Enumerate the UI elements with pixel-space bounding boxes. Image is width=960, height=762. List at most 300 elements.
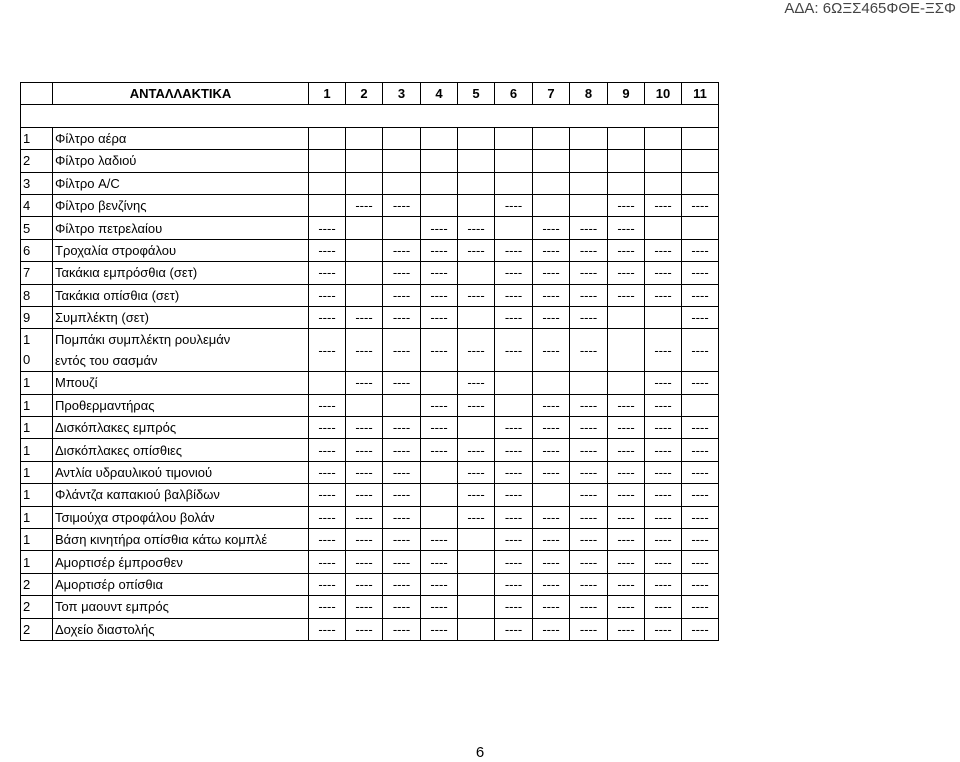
table-row: [21, 262, 719, 284]
mark-cell: [533, 372, 570, 394]
column-header: 9: [608, 83, 645, 105]
part-name-line: Πομπάκι συμπλέκτη ρουλεμάν: [55, 332, 231, 348]
table-row: [21, 172, 719, 194]
mark-cell: [682, 394, 719, 416]
mark-cell: ----: [383, 194, 421, 216]
row-number: 5: [21, 217, 53, 239]
mark-cell: ----: [533, 306, 570, 328]
row-number: 1: [21, 439, 53, 461]
mark-cell: [309, 194, 346, 216]
mark-cell: [421, 172, 458, 194]
part-name: Δισκόπλακες εμπρός: [53, 417, 309, 439]
mark-cell: ----: [533, 417, 570, 439]
mark-cell: ----: [495, 306, 533, 328]
mark-cell: ----: [495, 506, 533, 528]
part-name: Βάση κινητήρα οπίσθια κάτω κομπλέ: [53, 529, 309, 551]
mark-cell: ----: [682, 573, 719, 595]
mark-cell: ----: [495, 262, 533, 284]
mark-cell: ----: [570, 284, 608, 306]
mark-cell: ----: [309, 439, 346, 461]
mark-cell: ----: [645, 551, 682, 573]
mark-cell: ----: [346, 551, 383, 573]
mark-cell: ----: [309, 417, 346, 439]
row-number-line: 0: [23, 352, 31, 368]
mark-cell: ----: [309, 284, 346, 306]
mark-cell: ----: [383, 551, 421, 573]
mark-cell: [608, 172, 645, 194]
mark-cell: ----: [346, 573, 383, 595]
table-row: [21, 394, 719, 416]
mark-cell: ----: [346, 306, 383, 328]
mark-cell: [421, 372, 458, 394]
mark-cell: ----: [570, 439, 608, 461]
mark-cell: [458, 262, 495, 284]
row-number: 1: [21, 529, 53, 551]
mark-cell: ----: [383, 506, 421, 528]
mark-cell: ----: [421, 394, 458, 416]
mark-cell: ----: [495, 284, 533, 306]
row-number: 8: [21, 284, 53, 306]
table-row: [21, 306, 719, 328]
mark-cell: [421, 150, 458, 172]
mark-cell: [421, 484, 458, 506]
column-header: 3: [383, 83, 421, 105]
mark-cell: ----: [421, 306, 458, 328]
mark-cell: ----: [608, 573, 645, 595]
mark-cell: ----: [570, 417, 608, 439]
mark-cell: ----: [383, 239, 421, 261]
table-row: [21, 194, 719, 216]
mark-cell: ----: [570, 239, 608, 261]
row-number: 1: [21, 372, 53, 394]
mark-cell: ----: [645, 573, 682, 595]
mark-cell: ----: [533, 573, 570, 595]
table-row: [21, 329, 719, 372]
part-name: Τοπ μαουντ εμπρός: [53, 596, 309, 618]
mark-cell: ----: [570, 262, 608, 284]
spacer-cell: [21, 105, 719, 127]
mark-cell: ----: [495, 551, 533, 573]
mark-cell: ----: [495, 596, 533, 618]
spacer-row: [21, 105, 719, 127]
mark-cell: ----: [346, 417, 383, 439]
mark-cell: ----: [533, 439, 570, 461]
mark-cell: ----: [309, 461, 346, 483]
mark-cell: [383, 150, 421, 172]
mark-cell: [458, 172, 495, 194]
mark-cell: [458, 127, 495, 149]
mark-cell: ----: [495, 239, 533, 261]
mark-cell: [346, 217, 383, 239]
mark-cell: [570, 194, 608, 216]
mark-cell: ----: [570, 506, 608, 528]
mark-cell: ----: [495, 484, 533, 506]
table-row: [21, 439, 719, 461]
table-row: [21, 551, 719, 573]
part-name: Φίλτρο αέρα: [53, 127, 309, 149]
mark-cell: ----: [346, 194, 383, 216]
part-name: Φλάντζα καπακιού βαλβίδων: [53, 484, 309, 506]
table-title: ΑΝΤΑΛΛΑΚΤΙΚΑ: [53, 83, 309, 105]
mark-cell: ----: [645, 484, 682, 506]
mark-cell: [608, 372, 645, 394]
mark-cell: ----: [458, 217, 495, 239]
mark-cell: ----: [645, 284, 682, 306]
mark-cell: ----: [533, 239, 570, 261]
mark-cell: ----: [421, 439, 458, 461]
mark-cell: [309, 150, 346, 172]
row-number: 1: [21, 484, 53, 506]
spare-parts-table: [20, 82, 719, 641]
part-name: Φίλτρο A/C: [53, 172, 309, 194]
row-number: [21, 329, 53, 372]
mark-cell: ----: [458, 439, 495, 461]
column-header: 6: [495, 83, 533, 105]
mark-cell: ----: [533, 461, 570, 483]
mark-cell: ----: [346, 506, 383, 528]
table-row: [21, 239, 719, 261]
mark-cell: [645, 217, 682, 239]
row-number: 2: [21, 618, 53, 640]
mark-cell: ----: [495, 329, 533, 372]
mark-cell: ----: [682, 461, 719, 483]
table-row: [21, 150, 719, 172]
mark-cell: ----: [346, 596, 383, 618]
mark-cell: [533, 484, 570, 506]
mark-cell: ----: [346, 484, 383, 506]
mark-cell: [645, 150, 682, 172]
mark-cell: [533, 127, 570, 149]
row-number: 9: [21, 306, 53, 328]
mark-cell: ----: [570, 329, 608, 372]
mark-cell: [495, 394, 533, 416]
row-number: 3: [21, 172, 53, 194]
mark-cell: ----: [682, 372, 719, 394]
mark-cell: ----: [383, 372, 421, 394]
mark-cell: ----: [608, 284, 645, 306]
row-number: 6: [21, 239, 53, 261]
mark-cell: ----: [383, 529, 421, 551]
mark-cell: ----: [682, 262, 719, 284]
mark-cell: [682, 172, 719, 194]
mark-cell: ----: [309, 239, 346, 261]
mark-cell: ----: [570, 484, 608, 506]
mark-cell: ----: [645, 372, 682, 394]
mark-cell: ----: [346, 618, 383, 640]
mark-cell: ----: [682, 194, 719, 216]
part-name-line: εντός του σασμάν: [55, 353, 158, 369]
mark-cell: [421, 194, 458, 216]
part-name: Προθερμαντήρας: [53, 394, 309, 416]
row-number: 2: [21, 150, 53, 172]
mark-cell: ----: [495, 194, 533, 216]
part-name: Δισκόπλακες οπίσθιες: [53, 439, 309, 461]
mark-cell: ----: [682, 239, 719, 261]
mark-cell: ----: [570, 217, 608, 239]
column-header: 1: [309, 83, 346, 105]
mark-cell: ----: [421, 529, 458, 551]
mark-cell: ----: [421, 239, 458, 261]
mark-cell: ----: [383, 306, 421, 328]
mark-cell: [458, 529, 495, 551]
mark-cell: ----: [645, 596, 682, 618]
column-header: 10: [645, 83, 682, 105]
table-row: [21, 417, 719, 439]
mark-cell: ----: [309, 596, 346, 618]
row-number: 1: [21, 551, 53, 573]
mark-cell: [495, 127, 533, 149]
mark-cell: [383, 217, 421, 239]
mark-cell: ----: [645, 239, 682, 261]
column-header: 8: [570, 83, 608, 105]
mark-cell: ----: [421, 573, 458, 595]
mark-cell: ----: [458, 239, 495, 261]
part-name: Φίλτρο βενζίνης: [53, 194, 309, 216]
mark-cell: [570, 172, 608, 194]
mark-cell: ----: [682, 618, 719, 640]
mark-cell: [458, 573, 495, 595]
mark-cell: [458, 596, 495, 618]
mark-cell: ----: [533, 618, 570, 640]
mark-cell: [570, 372, 608, 394]
mark-cell: ----: [682, 284, 719, 306]
mark-cell: [495, 217, 533, 239]
mark-cell: [533, 150, 570, 172]
mark-cell: [533, 172, 570, 194]
mark-cell: ----: [458, 372, 495, 394]
table-row: [21, 372, 719, 394]
table-row: [21, 618, 719, 640]
mark-cell: ----: [309, 618, 346, 640]
mark-cell: [421, 127, 458, 149]
mark-cell: ----: [383, 439, 421, 461]
mark-cell: ----: [495, 529, 533, 551]
part-name: Φίλτρο λαδιού: [53, 150, 309, 172]
mark-cell: ----: [608, 194, 645, 216]
mark-cell: [309, 127, 346, 149]
mark-cell: [346, 284, 383, 306]
mark-cell: ----: [383, 596, 421, 618]
mark-cell: ----: [645, 529, 682, 551]
mark-cell: [458, 306, 495, 328]
mark-cell: [458, 551, 495, 573]
mark-cell: [383, 394, 421, 416]
mark-cell: ----: [645, 394, 682, 416]
mark-cell: ----: [383, 461, 421, 483]
mark-cell: ----: [682, 329, 719, 372]
mark-cell: [608, 150, 645, 172]
mark-cell: ----: [346, 529, 383, 551]
part-name: Τακάκια οπίσθια (σετ): [53, 284, 309, 306]
mark-cell: ----: [533, 329, 570, 372]
table-header-row: [21, 83, 719, 105]
row-number: 4: [21, 194, 53, 216]
mark-cell: ----: [570, 306, 608, 328]
mark-cell: [495, 172, 533, 194]
ada-code: ΑΔΑ: 6ΩΞΣ465ΦΘΕ-ΞΣΦ: [784, 0, 956, 17]
mark-cell: ----: [309, 262, 346, 284]
part-name: Τακάκια εμπρόσθια (σετ): [53, 262, 309, 284]
table-row: [21, 596, 719, 618]
mark-cell: ----: [533, 506, 570, 528]
part-name: Τσιμούχα στροφάλου βολάν: [53, 506, 309, 528]
mark-cell: ----: [608, 239, 645, 261]
mark-cell: [421, 461, 458, 483]
mark-cell: [682, 127, 719, 149]
mark-cell: ----: [682, 551, 719, 573]
mark-cell: ----: [645, 194, 682, 216]
mark-cell: ----: [458, 329, 495, 372]
mark-cell: ----: [533, 394, 570, 416]
table-row: [21, 506, 719, 528]
part-name: [53, 329, 309, 372]
mark-cell: ----: [682, 439, 719, 461]
column-header: 11: [682, 83, 719, 105]
mark-cell: [458, 150, 495, 172]
column-header: 2: [346, 83, 383, 105]
mark-cell: ----: [645, 461, 682, 483]
row-number: 1: [21, 417, 53, 439]
mark-cell: ----: [645, 329, 682, 372]
mark-cell: ----: [608, 618, 645, 640]
mark-cell: ----: [383, 262, 421, 284]
part-name: Αμορτισέρ έμπροσθεν: [53, 551, 309, 573]
mark-cell: ----: [645, 439, 682, 461]
mark-cell: ----: [421, 417, 458, 439]
mark-cell: ----: [346, 461, 383, 483]
mark-cell: ----: [682, 529, 719, 551]
mark-cell: ----: [608, 596, 645, 618]
mark-cell: [458, 618, 495, 640]
row-number: 1: [21, 506, 53, 528]
mark-cell: ----: [495, 573, 533, 595]
mark-cell: [570, 127, 608, 149]
column-header: 4: [421, 83, 458, 105]
mark-cell: [346, 394, 383, 416]
mark-cell: ----: [645, 417, 682, 439]
mark-cell: ----: [458, 284, 495, 306]
mark-cell: ----: [570, 551, 608, 573]
mark-cell: ----: [533, 262, 570, 284]
mark-cell: [309, 372, 346, 394]
mark-cell: [421, 506, 458, 528]
mark-cell: [346, 150, 383, 172]
mark-cell: ----: [421, 329, 458, 372]
mark-cell: ----: [570, 618, 608, 640]
mark-cell: [608, 127, 645, 149]
table-row: [21, 284, 719, 306]
part-name: Φίλτρο πετρελαίου: [53, 217, 309, 239]
mark-cell: ----: [682, 484, 719, 506]
mark-cell: [682, 217, 719, 239]
mark-cell: ----: [383, 484, 421, 506]
part-name: Αντλία υδραυλικού τιμονιού: [53, 461, 309, 483]
mark-cell: ----: [608, 551, 645, 573]
row-number-line: 1: [23, 332, 31, 348]
mark-cell: ----: [570, 529, 608, 551]
mark-cell: ----: [309, 484, 346, 506]
mark-cell: ----: [533, 284, 570, 306]
mark-cell: ----: [645, 506, 682, 528]
row-number: 1: [21, 461, 53, 483]
mark-cell: ----: [383, 573, 421, 595]
table-row: [21, 529, 719, 551]
mark-cell: ----: [383, 618, 421, 640]
mark-cell: ----: [533, 529, 570, 551]
mark-cell: [458, 194, 495, 216]
row-number: 2: [21, 596, 53, 618]
mark-cell: ----: [608, 529, 645, 551]
part-name: Συμπλέκτη (σετ): [53, 306, 309, 328]
part-name: Μπουζί: [53, 372, 309, 394]
mark-cell: ----: [458, 484, 495, 506]
mark-cell: [346, 172, 383, 194]
row-number: 1: [21, 127, 53, 149]
mark-cell: ----: [383, 284, 421, 306]
mark-cell: ----: [533, 551, 570, 573]
mark-cell: [645, 172, 682, 194]
mark-cell: [458, 417, 495, 439]
mark-cell: [645, 127, 682, 149]
row-number: 7: [21, 262, 53, 284]
part-name: Τροχαλία στροφάλου: [53, 239, 309, 261]
mark-cell: ----: [495, 618, 533, 640]
mark-cell: ----: [608, 217, 645, 239]
mark-cell: [309, 172, 346, 194]
header-empty-cell: [21, 83, 53, 105]
mark-cell: ----: [570, 394, 608, 416]
mark-cell: ----: [383, 417, 421, 439]
mark-cell: ----: [682, 417, 719, 439]
mark-cell: [570, 150, 608, 172]
mark-cell: ----: [309, 573, 346, 595]
mark-cell: ----: [458, 461, 495, 483]
mark-cell: [608, 306, 645, 328]
mark-cell: ----: [421, 618, 458, 640]
mark-cell: [495, 372, 533, 394]
mark-cell: ----: [309, 506, 346, 528]
mark-cell: [682, 150, 719, 172]
mark-cell: ----: [421, 551, 458, 573]
mark-cell: ----: [645, 618, 682, 640]
mark-cell: ----: [608, 461, 645, 483]
mark-cell: ----: [682, 306, 719, 328]
mark-cell: ----: [682, 506, 719, 528]
mark-cell: ----: [346, 329, 383, 372]
mark-cell: ----: [533, 217, 570, 239]
part-name: Αμορτισέρ οπίσθια: [53, 573, 309, 595]
mark-cell: ----: [421, 596, 458, 618]
mark-cell: ----: [346, 439, 383, 461]
column-header: 7: [533, 83, 570, 105]
mark-cell: ----: [608, 417, 645, 439]
mark-cell: ----: [309, 529, 346, 551]
mark-cell: [645, 306, 682, 328]
mark-cell: [383, 172, 421, 194]
table-row: [21, 127, 719, 149]
mark-cell: ----: [570, 596, 608, 618]
mark-cell: [346, 262, 383, 284]
table-row: [21, 217, 719, 239]
table-row: [21, 573, 719, 595]
mark-cell: ----: [495, 461, 533, 483]
mark-cell: ----: [309, 306, 346, 328]
mark-cell: ----: [570, 573, 608, 595]
mark-cell: ----: [421, 262, 458, 284]
mark-cell: ----: [309, 329, 346, 372]
mark-cell: ----: [421, 217, 458, 239]
table-row: [21, 461, 719, 483]
